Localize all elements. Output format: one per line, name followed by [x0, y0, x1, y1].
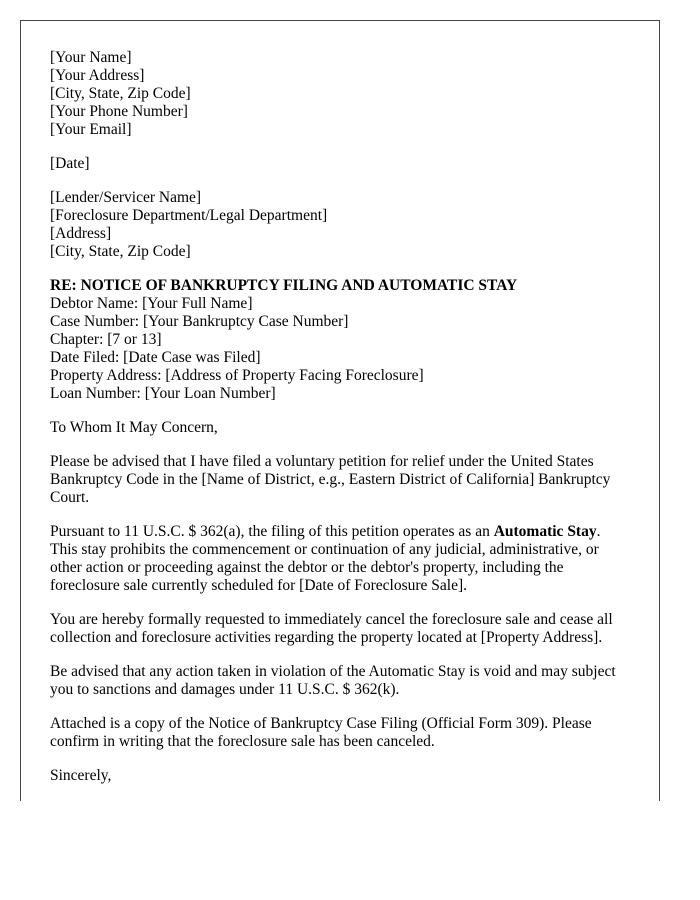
re-block: [50, 277, 650, 403]
paragraph-4: [50, 663, 650, 699]
date-block: [50, 155, 650, 173]
paragraph-text: Pursuant to 11 U.S.C. $ 362(a), the filing of this petition operates as an: [50, 523, 494, 540]
paragraph-line: foreclosure sale currently scheduled for [Date of Foreclosure Sale].: [50, 577, 468, 594]
closing: Sincerely,: [50, 767, 112, 784]
recipient-address: [Address]: [50, 225, 112, 242]
letter-date: [Date]: [50, 155, 90, 172]
paragraph-line: other action or proceeding against the debtor or the debtor's property, including the: [50, 559, 564, 576]
paragraph-line: Attached is a copy of the Notice of Bankruptcy Case Filing (Official Form 309). Please: [50, 715, 592, 732]
recipient-name: [Lender/Servicer Name]: [50, 189, 202, 206]
salutation: To Whom It May Concern,: [50, 419, 218, 436]
case-number: Case Number: [Your Bankruptcy Case Number]: [50, 313, 349, 330]
paragraph-line: Be advised that any action taken in violation of the Automatic Stay is void and may subject: [50, 663, 616, 680]
loan-number: Loan Number: [Your Loan Number]: [50, 385, 276, 402]
paragraph-line: Court.: [50, 489, 90, 506]
paragraph-1: [50, 453, 650, 507]
recipient-city-state-zip: [City, State, Zip Code]: [50, 243, 191, 260]
recipient-block: [50, 189, 650, 261]
paragraph-line: Please be advised that I have filed a voluntary petition for relief under the United States: [50, 453, 594, 470]
paragraph-3: [50, 611, 650, 647]
recipient-department: [Foreclosure Department/Legal Department]: [50, 207, 328, 224]
debtor-name: Debtor Name: [Your Full Name]: [50, 295, 253, 312]
salutation-block: [50, 419, 650, 437]
paragraph-line: You are hereby formally requested to immediately cancel the foreclosure sale and cease all: [50, 611, 613, 628]
automatic-stay-emphasis: Automatic Stay: [493, 523, 597, 540]
paragraph-line: confirm in writing that the foreclosure sale has been canceled.: [50, 733, 435, 750]
paragraph-text: .: [596, 523, 601, 540]
property-address: Property Address: [Address of Property Facing Foreclosure]: [50, 367, 424, 384]
paragraph-line: This stay prohibits the commencement or continuation of any judicial, administrative, or: [50, 541, 599, 558]
date-filed: Date Filed: [Date Case was Filed]: [50, 349, 261, 366]
paragraph-2: [50, 523, 650, 595]
re-heading: RE: NOTICE OF BANKRUPTCY FILING AND AUTOMATIC STAY: [50, 277, 518, 294]
letter-page: [20, 20, 660, 801]
sender-block: [50, 49, 650, 139]
paragraph-line: collection and foreclosure activities regarding the property located at [Property Address].: [50, 629, 603, 646]
letter-content: [50, 49, 650, 785]
sender-email: [Your Email]: [50, 121, 132, 138]
sender-phone: [Your Phone Number]: [50, 103, 188, 120]
paragraph-line: you to sanctions and damages under 11 U.S.C. $ 362(k).: [50, 681, 400, 698]
sender-address: [Your Address]: [50, 67, 145, 84]
chapter: Chapter: [7 or 13]: [50, 331, 162, 348]
closing-block: [50, 767, 650, 785]
paragraph-line: Bankruptcy Code in the [Name of District, e.g., Eastern District of California] Bankruptcy: [50, 471, 611, 488]
sender-city-state-zip: [City, State, Zip Code]: [50, 85, 191, 102]
paragraph-line: [50, 523, 650, 541]
paragraph-5: [50, 715, 650, 751]
sender-name: [Your Name]: [50, 49, 132, 66]
